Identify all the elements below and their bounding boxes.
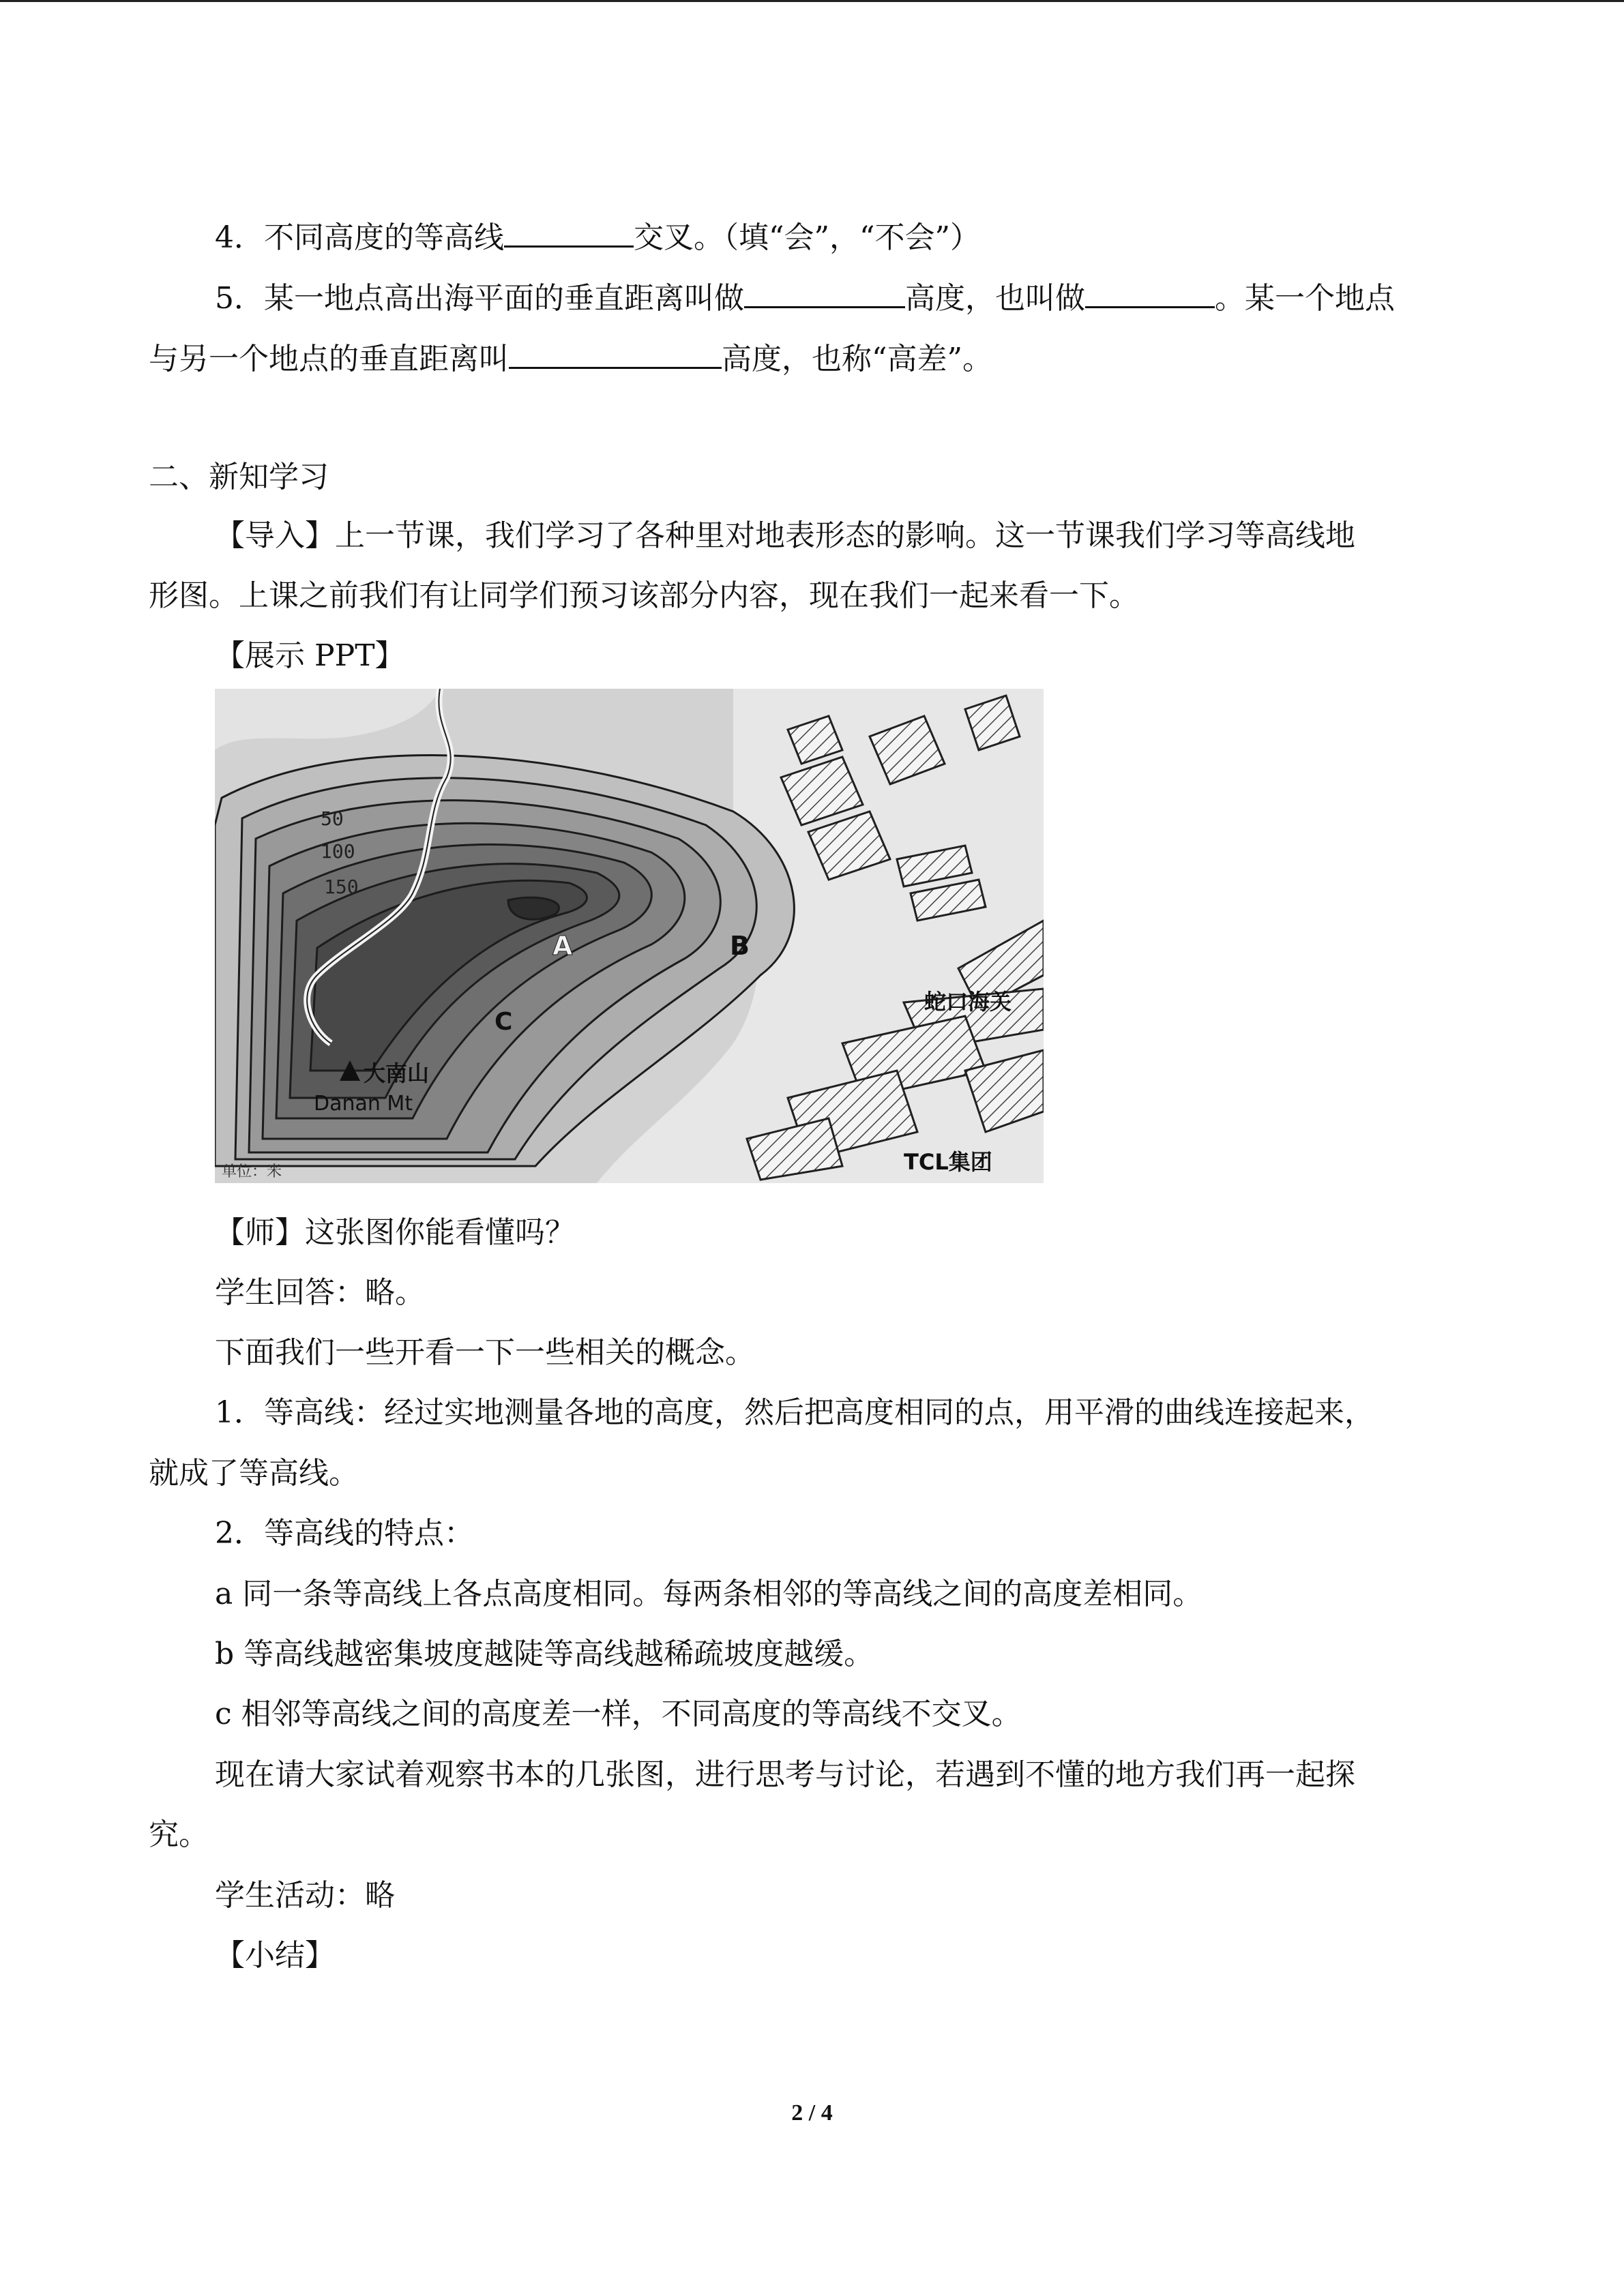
point-c-label: C (494, 1008, 513, 1036)
intro-line-1: 【导入】上一节课，我们学习了各种里对地表形态的影响。这一节课我们学习等高线地 (215, 518, 1355, 553)
contour-label: 150 (324, 876, 359, 898)
answer-blank (1085, 276, 1215, 308)
discussion-line-2: 究。 (149, 1817, 209, 1852)
point-b-label: B (730, 931, 750, 961)
definition-2: 2．等高线的特点： (215, 1516, 474, 1551)
answer-blank (509, 337, 722, 369)
answer-blank (744, 276, 905, 308)
feature-c: c 相邻等高线之间的高度差一样，不同高度的等高线不交叉。 (215, 1697, 1022, 1731)
discussion-line-1: 现在请大家试着观察书本的几张图，进行思考与讨论，若遇到不懂的地方我们再一起探 (215, 1757, 1355, 1792)
summary-label: 【小结】 (215, 1938, 335, 1973)
point-a-label: A (552, 931, 573, 961)
page-top-border (0, 0, 1624, 2)
contour-label: 50 (321, 807, 344, 830)
mountain-name-cn: 大南山 (364, 1060, 430, 1086)
answer-blank (504, 215, 634, 248)
ppt-label: 【展示 PPT】 (215, 638, 405, 673)
tcl-label: TCL集团 (904, 1149, 992, 1175)
intro-line-2: 形图。上课之前我们有让同学们预习该部分内容，现在我们一起来看一下。 (149, 578, 1139, 613)
map-texture (215, 689, 1044, 1183)
unit-label: 单位：米 (222, 1163, 282, 1180)
mountain-name-en: Danan Mt (314, 1092, 413, 1116)
student-answer: 学生回答：略。 (215, 1275, 425, 1310)
definition-1-line-1: 1．等高线：经过实地测量各地的高度，然后把高度相同的点，用平滑的曲线连接起来， (215, 1395, 1374, 1430)
page-number: 2 / 4 (791, 2100, 833, 2126)
contour-label: 100 (321, 840, 355, 863)
section-heading: 二、新知学习 (149, 460, 329, 494)
concepts-intro: 下面我们一些开看一下一些相关的概念。 (215, 1335, 755, 1370)
definition-1-line-2: 就成了等高线。 (149, 1456, 359, 1491)
teacher-question: 【师】这张图你能看懂吗？ (215, 1215, 575, 1250)
customs-label: 蛇口海关 (924, 989, 1012, 1015)
question-5-line1: 5．某一地点高出海平面的垂直距离叫做 高度，也叫做 。某一个地点 (215, 276, 1395, 318)
contour-map-figure (215, 689, 1044, 1183)
feature-b: b 等高线越密集坡度越陡等高线越稀疏坡度越缓。 (215, 1637, 874, 1671)
feature-a: a 同一条等高线上各点高度相同。每两条相邻的等高线之间的高度差相同。 (215, 1577, 1203, 1611)
question-4: 4．不同高度的等高线 交叉。（填“会”，“不会”） (215, 215, 980, 257)
student-activity: 学生活动：略 (215, 1878, 395, 1913)
question-5-line2: 与另一个地点的垂直距离叫 高度，也称“高差”。 (149, 337, 992, 378)
